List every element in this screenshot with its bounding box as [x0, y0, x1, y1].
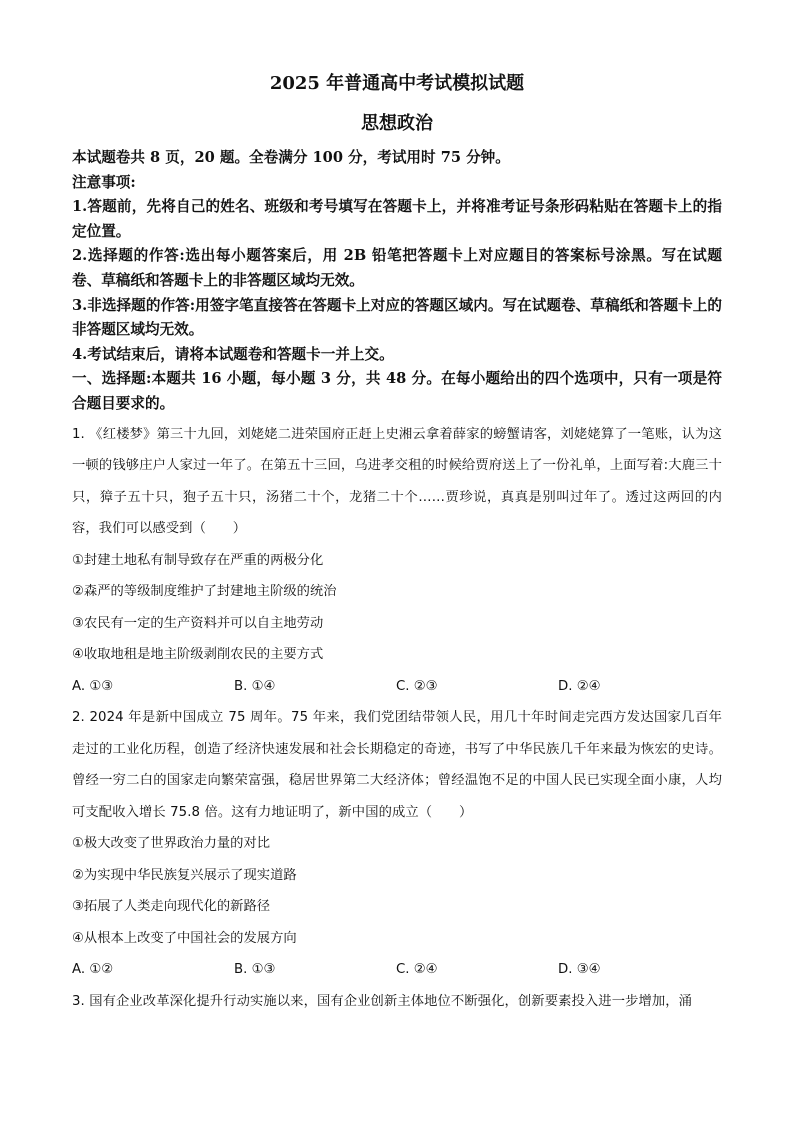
- answer-choices: [72, 671, 722, 703]
- exam-title: 2025 年普通高中考试模拟试题: [269, 73, 525, 94]
- notice-item: 1.答题前，先将自己的姓名、班级和考号填写在答题卡上，并将准考证号条形码粘贴在答题卡上的指定位置。: [72, 198, 722, 240]
- statement-option: ④从根本上改变了中国社会的发展方向: [72, 930, 297, 946]
- question-1: [72, 419, 722, 703]
- subject-title: 思想政治: [361, 113, 433, 134]
- notice-item: 4.考试结束后，请将本试题卷和答题卡一并上交。: [72, 345, 394, 363]
- statement-option: ①封建土地私有制导致存在严重的两极分化: [72, 552, 324, 568]
- exam-page: [72, 66, 722, 1017]
- question-2: [72, 702, 722, 986]
- question-stem: 2. 2024 年是新中国成立 75 周年。75 年来，我们党团结带领人民，用几十年时间走完西方发达国家几百年走过的工业化历程，创造了经济快速发展和社会长期稳定的奇迹，书写了中华民族几千年来最为恢宏的史诗。曾经一穷二白的国家走向繁荣富强，稳居世界第二大经济体；曾经温饱不足的中国人民已实现全面小康，人均可支配收入增长 75.8 倍。这有力地证明了，新中国的成立（ ）: [72, 710, 722, 820]
- statement-option: ②为实现中华民族复兴展示了现实道路: [72, 867, 297, 883]
- question-stem: 1. 《红楼梦》第三十九回，刘姥姥二进荣国府正赶上史湘云拿着薛家的螃蟹请客，刘姥姥算了一笔账，认为这一顿的钱够庄户人家过一年了。在第五十三回，乌进孝交租的时候给贾府送上了一份礼单，上面写着:大鹿三十只，獐子五十只，狍子五十只，汤猪二十个，龙猪二十个……贾珍说，真真是别叫过年了。透过这两回的内容，我们可以感受到（ ）: [72, 426, 722, 537]
- choice-a: A. ①②: [72, 962, 114, 978]
- statement-option: ③农民有一定的生产资料并可以自主地劳动: [72, 615, 324, 631]
- statement-option: ③拓展了人类走向现代化的新路径: [72, 899, 271, 915]
- choice-b: B. ①④: [234, 678, 276, 694]
- answer-choices: [72, 954, 722, 986]
- exam-summary: 本试题卷共 8 页，20 题。全卷满分 100 分，考试用时 75 分钟。: [72, 149, 510, 166]
- notice-item: 2.选择题的作答:选出每小题答案后，用 2B 铅笔把答题卡上对应题目的答案标号涂黑。写在试题卷、草稿纸和答题卡上的非答题区域均无效。: [72, 247, 722, 289]
- statement-option: ④收取地租是地主阶级剥削农民的主要方式: [72, 647, 324, 663]
- notice-heading: 注意事项:: [72, 173, 136, 191]
- question-stem: 3. 国有企业改革深化提升行动实施以来，国有企业创新主体地位不断强化，创新要素投入进一步增加，涌: [72, 993, 693, 1009]
- section-heading: 一、选择题:本题共 16 小题，每小题 3 分，共 48 分。在每小题给出的四个选项中，只有一项是符合题目要求的。: [72, 370, 722, 412]
- choice-c: C. ②④: [396, 962, 438, 978]
- choice-d: D. ②④: [558, 678, 601, 694]
- statement-option: ①极大改变了世界政治力量的对比: [72, 836, 271, 852]
- question-3: [72, 986, 722, 1018]
- choice-d: D. ③④: [558, 962, 601, 978]
- choice-b: B. ①③: [234, 962, 276, 978]
- choice-c: C. ②③: [396, 678, 438, 694]
- statement-option: ②森严的等级制度维护了封建地主阶级的统治: [72, 584, 337, 600]
- notice-item: 3.非选择题的作答:用签字笔直接答在答题卡上对应的答题区域内。写在试题卷、草稿纸和答题卡上的非答题区域均无效。: [72, 296, 722, 339]
- choice-a: A. ①③: [72, 678, 114, 694]
